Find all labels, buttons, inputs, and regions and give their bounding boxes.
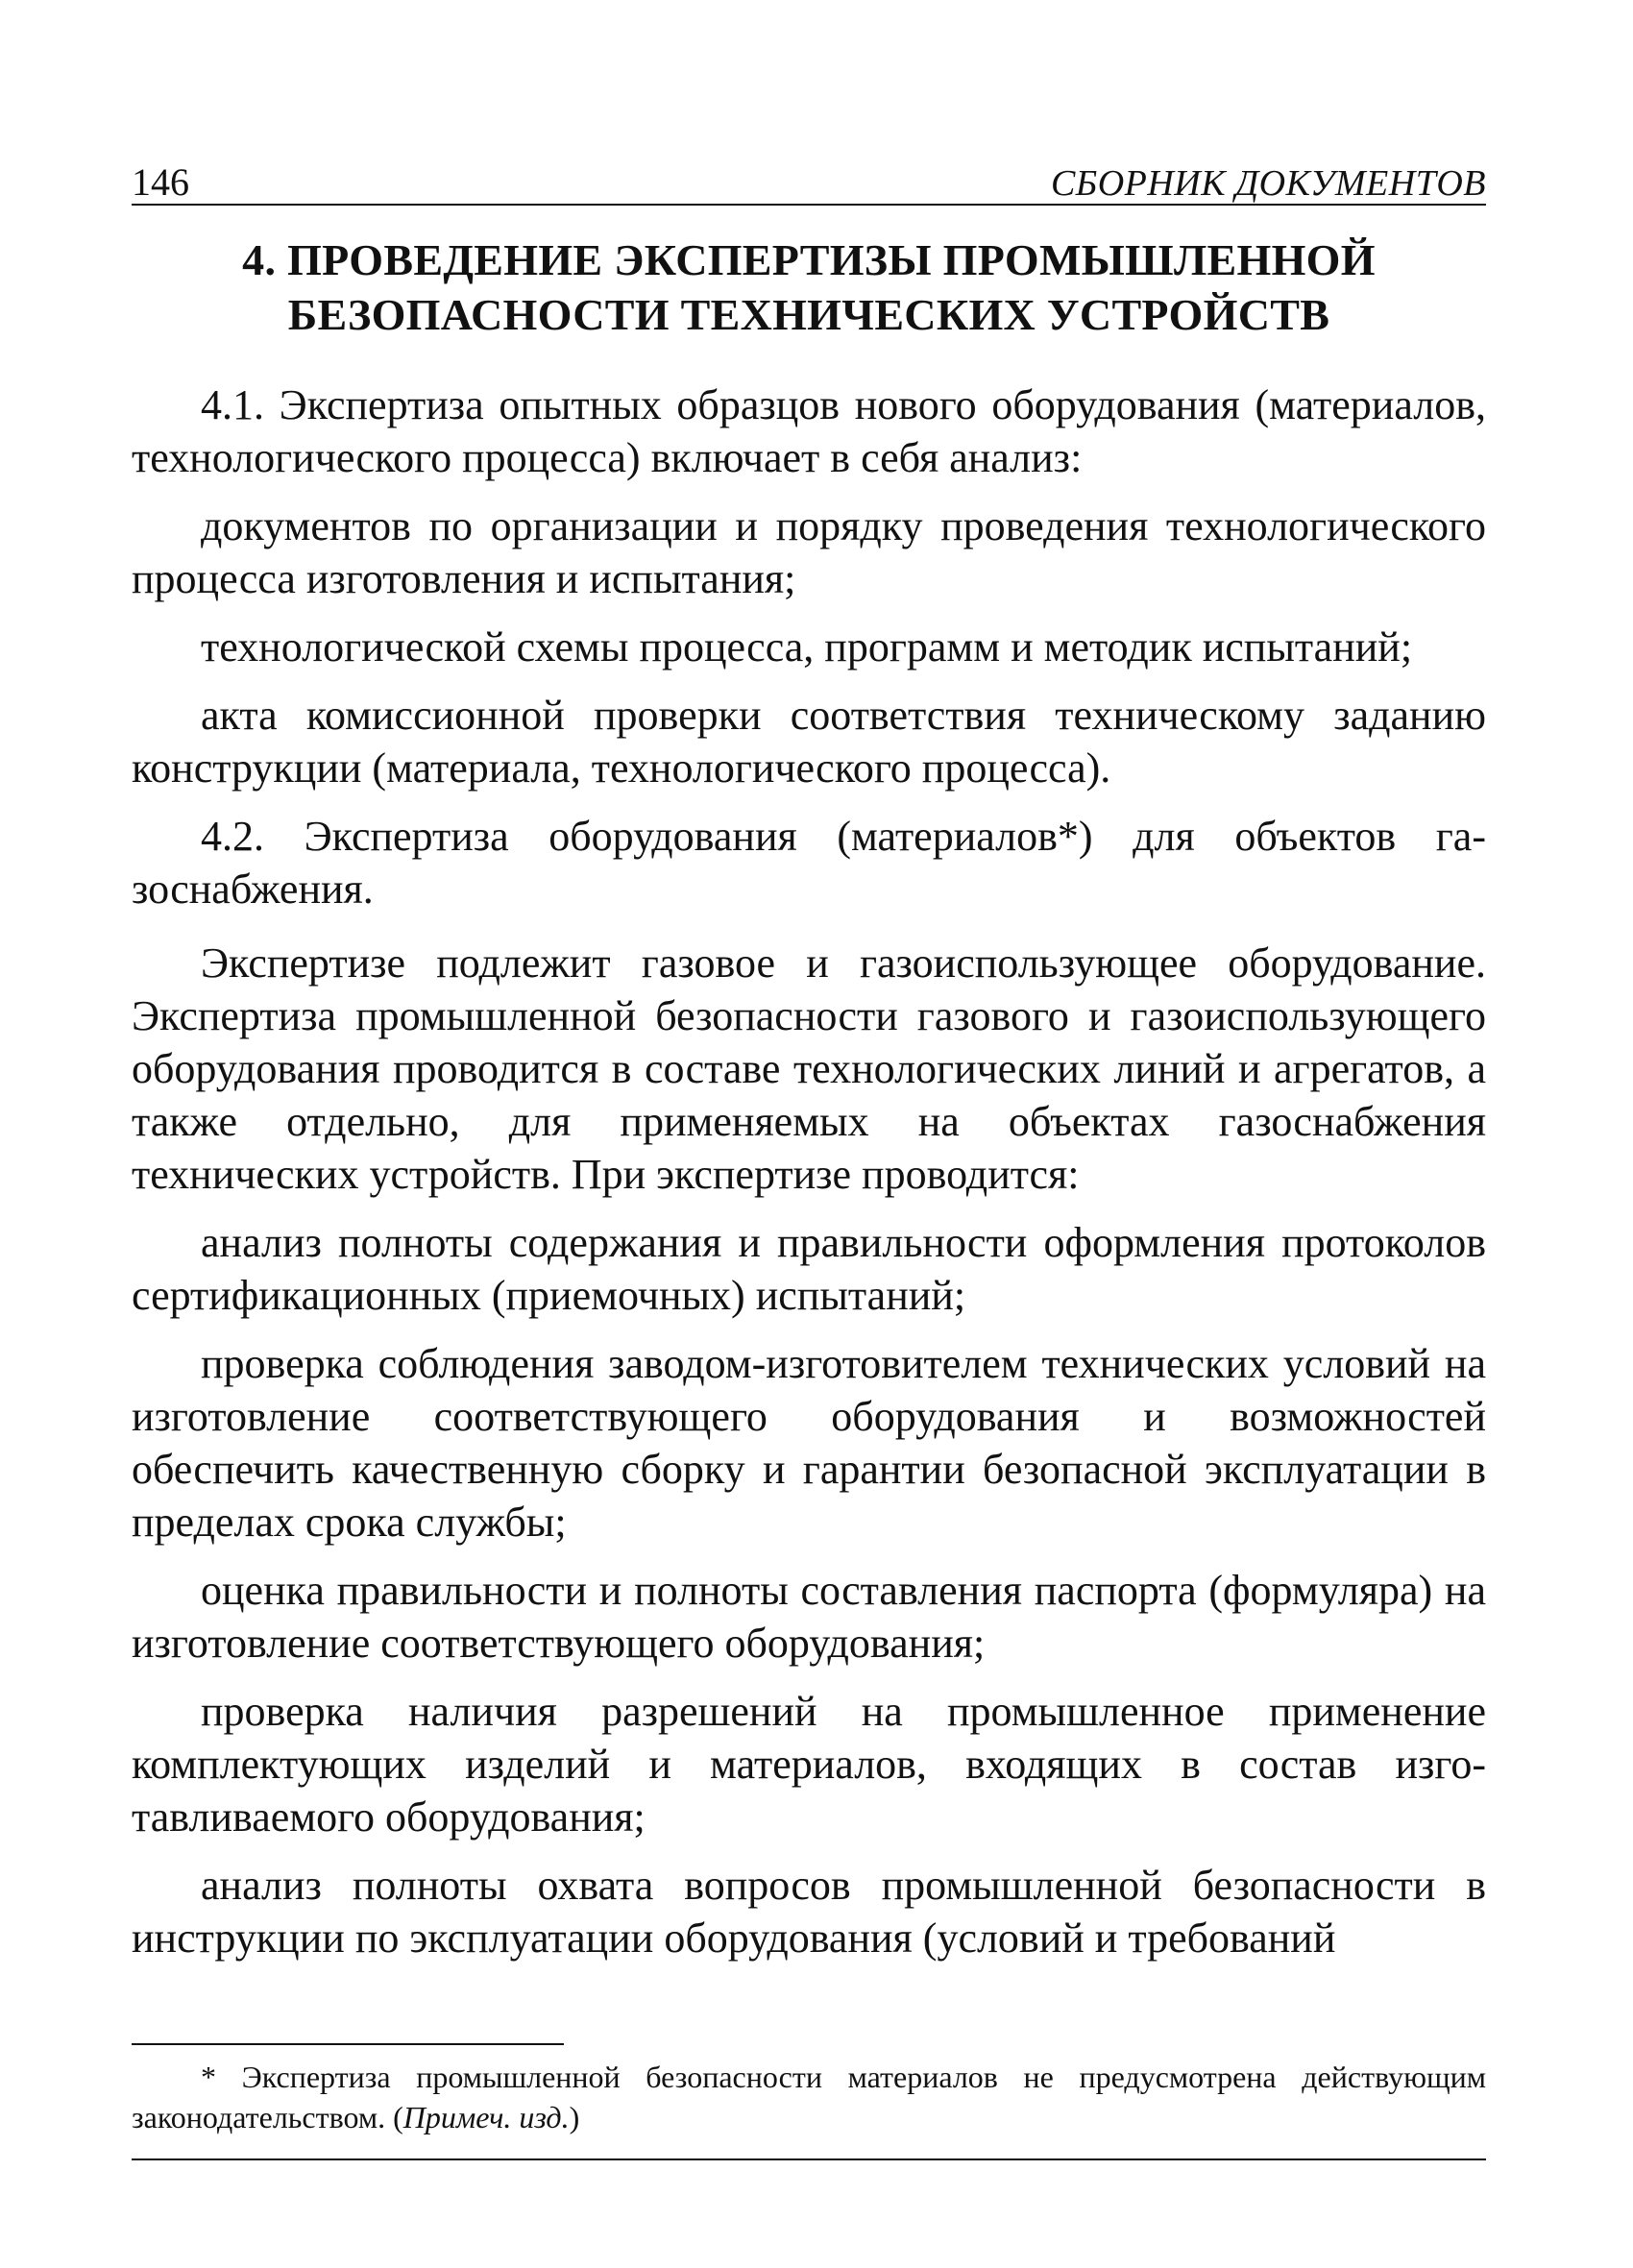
list-item-instructions: анализ полноты охвата вопросов промышленной безопасности в инструкции по эксплуатации оборудования (условий и требований xyxy=(132,1862,1486,1962)
page-bottom-rule xyxy=(132,2158,1486,2160)
footnote xyxy=(132,2057,1486,2137)
paragraph-gas-equipment: Экспертизе подлежит газовое и газоиспользующее оборудование. Экспертиза промышленной безопасности газового и газоиспользующего оборудования проводится в составе технологических линий и агрегатов, а также отдельно, для применяемых на объектах газоснабжения технических устройств. При экспертизе проводится: xyxy=(132,939,1486,1198)
list-item-protocols: анализ полноты содержания и правильности оформления протоколов сертификационных (приемочных) испытаний; xyxy=(132,1219,1486,1319)
running-header xyxy=(132,144,1486,206)
list-item-permits: проверка наличия разрешений на промышленное применение комплектующих изделий и материалов, входящих в состав изготавливаемого оборудования; xyxy=(132,1688,1486,1841)
list-item-documents: документов по организации и порядку проведения технологического процесса изготовления и испытания; xyxy=(132,502,1486,602)
list-item-scheme: технологической схемы процесса, программ и методик испытаний; xyxy=(201,623,1413,671)
footnote-close: ) xyxy=(569,2100,580,2134)
section-title xyxy=(132,232,1486,342)
list-item-compliance: проверка соблюдения заводом-изготовителем технических условий на изготовление соответствующего оборудования и возможностей обеспечить качественную сборку и гарантии безопасной эксплуатации в пределах срока службы; xyxy=(132,1340,1486,1546)
page-number: 146 xyxy=(132,160,189,204)
footnote-text: * Экспертиза промышленной безопасности материалов не предусмотрена действующим законодательством. ( xyxy=(132,2060,1486,2134)
list-item-act: акта комиссионной проверки соответствия техническому заданию конструкции (материала, технологического процесса). xyxy=(132,692,1486,792)
paragraph-4-1: 4.1. Экспертиза опытных образцов нового оборудования (материалов, технологического процесса) включает в себя анализ: xyxy=(132,381,1486,481)
running-title: СБОРНИК ДОКУМЕНТОВ xyxy=(1050,163,1486,204)
footnote-divider xyxy=(132,2043,564,2045)
footnote-editor-note: Примеч. изд. xyxy=(402,2100,570,2134)
list-item-passport: оценка правильности и полноты составления паспорта (формуляра) на изготовление соответствующего оборудования; xyxy=(132,1567,1486,1667)
section-title-line-1: 4. ПРОВЕДЕНИЕ ЭКСПЕРТИЗЫ ПРОМЫШЛЕННОЙ xyxy=(242,235,1376,284)
body-text xyxy=(132,378,1486,1964)
paragraph-4-2: 4.2. Экспертиза оборудования (материалов*) для объектов газоснабжения. xyxy=(132,813,1486,913)
section-title-line-2: БЕЗОПАСНОСТИ ТЕХНИЧЕСКИХ УСТРОЙСТВ xyxy=(287,290,1330,339)
document-page xyxy=(132,144,1486,2160)
